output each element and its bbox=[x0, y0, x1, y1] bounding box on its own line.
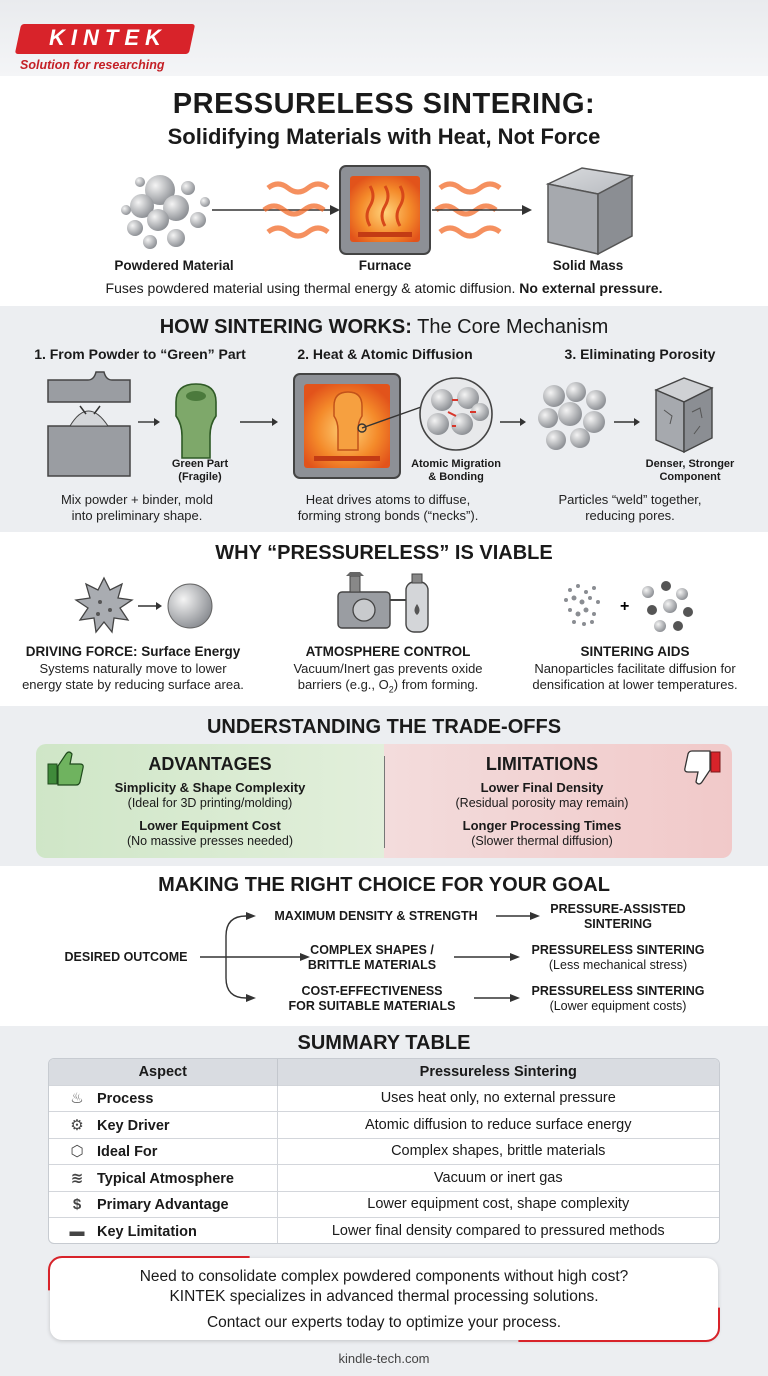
stage-3-label bbox=[634, 458, 746, 484]
tradeoffs-section-title: UNDERSTANDING THE TRADE-OFFS bbox=[206, 716, 562, 738]
result-3 bbox=[518, 984, 718, 1013]
footer-url[interactable]: kindle-tech.com bbox=[338, 1351, 430, 1366]
result-3-sub: (Lower equipment costs) bbox=[549, 999, 687, 1013]
cta-line-3: Contact our experts today to optimize your process. bbox=[206, 1314, 562, 1331]
table-row bbox=[49, 1085, 719, 1112]
advantage-2-title: Lower Equipment Cost bbox=[139, 818, 281, 833]
thumbs-up-icon bbox=[44, 748, 84, 788]
row-aspect: Key Driver bbox=[97, 1117, 170, 1134]
table-row bbox=[49, 1218, 719, 1245]
bandage-icon: ▬ bbox=[69, 1222, 85, 1240]
goal-3 bbox=[272, 984, 472, 1014]
row-value: Complex shapes, brittle materials bbox=[277, 1138, 719, 1165]
goal-3-line2: FOR SUITABLE MATERIALS bbox=[288, 999, 456, 1013]
stage-1-label bbox=[150, 458, 250, 484]
limitation-2-title: Longer Processing Times bbox=[462, 818, 622, 833]
stage-2-label-line2: & Bonding bbox=[428, 471, 484, 483]
stage-2-title: 2. Heat & Atomic Diffusion bbox=[297, 346, 473, 362]
why-item-3-line1: Nanoparticles facilitate diffusion for bbox=[534, 661, 736, 676]
atomic-diffusion-icon bbox=[420, 378, 492, 450]
row-value: Lower final density compared to pressured methods bbox=[277, 1218, 719, 1245]
header-pressureless: Pressureless Sintering bbox=[277, 1059, 719, 1085]
stage-1-caption-line2: into preliminary shape. bbox=[71, 508, 203, 523]
row-value: Lower equipment cost, shape complexity bbox=[277, 1191, 719, 1218]
result-2-line1: PRESSURELESS SINTERING bbox=[531, 943, 705, 957]
hero-label-powder: Powdered Material bbox=[114, 258, 234, 273]
green-part-icon bbox=[176, 384, 216, 458]
row-aspect: Primary Advantage bbox=[97, 1196, 229, 1213]
result-2 bbox=[518, 943, 718, 972]
sphere-icon bbox=[168, 584, 212, 628]
limitations-heading: LIMITATIONS bbox=[485, 754, 599, 774]
stage-1-caption bbox=[22, 492, 252, 524]
dense-component-icon bbox=[656, 378, 712, 452]
result-1-line1: PRESSURE-ASSISTED bbox=[550, 902, 686, 916]
cube-icon: ⬡ bbox=[70, 1143, 84, 1161]
spiky-particle-icon bbox=[76, 578, 132, 632]
stage-3-caption-line1: Particles “weld” together, bbox=[558, 492, 702, 507]
why-item-3-line2: densification at lower temperatures. bbox=[532, 677, 738, 692]
solid-cube-icon bbox=[548, 168, 632, 254]
why-item-2-subscript: 2 bbox=[388, 684, 394, 695]
particles-icon bbox=[538, 382, 606, 450]
table-header-row bbox=[49, 1059, 719, 1085]
row-aspect: Ideal For bbox=[97, 1144, 158, 1161]
stage-3-caption-line2: reducing pores. bbox=[585, 508, 675, 523]
summary-section-title: SUMMARY TABLE bbox=[297, 1032, 471, 1054]
hero-illustration bbox=[0, 158, 768, 258]
advantage-2-sub: (No massive presses needed) bbox=[126, 834, 294, 848]
goal-2-line2: BRITTLE MATERIALS bbox=[307, 958, 437, 972]
thumbs-down-icon bbox=[684, 748, 724, 788]
how-section-title bbox=[0, 316, 768, 339]
cta-line-2: KINTEK specializes in advanced thermal processing solutions. bbox=[169, 1288, 599, 1305]
advantages-heading: ADVANTAGES bbox=[148, 754, 272, 774]
limitation-1-title: Lower Final Density bbox=[480, 780, 604, 795]
result-1 bbox=[528, 902, 708, 932]
cta-line-1: Need to consolidate complex powdered components without high cost? bbox=[139, 1268, 629, 1285]
stage-1-label-line1: Green Part bbox=[171, 458, 229, 470]
why-illustration bbox=[0, 570, 768, 638]
advantage-1-title: Simplicity & Shape Complexity bbox=[114, 780, 306, 795]
table-row bbox=[49, 1138, 719, 1165]
wind-icon: ≋ bbox=[70, 1169, 84, 1187]
why-item-atmosphere bbox=[268, 644, 508, 698]
stage-3-label-line1: Denser, Stronger bbox=[645, 458, 735, 470]
decision-root: DESIRED OUTCOME bbox=[64, 950, 188, 964]
nanoparticle-icon bbox=[564, 584, 600, 626]
why-item-2-line2b: ) from forming. bbox=[393, 677, 479, 692]
hero-caption-emphasis: No external pressure. bbox=[519, 280, 663, 296]
hero-label-furnace: Furnace bbox=[358, 258, 412, 273]
stage-3-label-line2: Component bbox=[659, 471, 721, 483]
why-item-2-line2 bbox=[268, 677, 508, 698]
stage-1-title: 1. From Powder to “Green” Part bbox=[34, 346, 246, 362]
why-item-1-line1: Systems naturally move to lower bbox=[39, 661, 227, 676]
row-aspect: Process bbox=[97, 1091, 154, 1108]
why-item-1-head: DRIVING FORCE: Surface Energy bbox=[25, 644, 241, 659]
stage-2-caption bbox=[268, 492, 508, 524]
mold-icon bbox=[48, 372, 130, 476]
why-section-title: WHY “PRESSURELESS” IS VIABLE bbox=[215, 542, 553, 564]
row-aspect: Typical Atmosphere bbox=[97, 1170, 234, 1187]
divider bbox=[384, 756, 385, 848]
hero-label-solid: Solid Mass bbox=[552, 258, 624, 273]
result-2-sub: (Less mechanical stress) bbox=[548, 958, 688, 972]
goal-2 bbox=[290, 943, 454, 973]
particle-mix-icon bbox=[642, 581, 693, 632]
result-1-line2: SINTERING bbox=[583, 917, 653, 931]
why-item-2-line2a: barriers (e.g., O bbox=[297, 677, 389, 692]
choice-section-title: MAKING THE RIGHT CHOICE FOR YOUR GOAL bbox=[158, 874, 610, 896]
table-row bbox=[49, 1191, 719, 1218]
limitation-1-sub: (Residual porosity may remain) bbox=[455, 796, 629, 810]
hero-caption-text: Fuses powdered material using thermal energy & atomic diffusion. bbox=[105, 280, 516, 296]
row-aspect: Key Limitation bbox=[97, 1223, 197, 1240]
powder-icon bbox=[121, 175, 210, 249]
why-item-driving-force bbox=[8, 644, 258, 693]
table-row bbox=[49, 1165, 719, 1192]
goal-2-line1: COMPLEX SHAPES / bbox=[310, 943, 434, 957]
stage-2-label bbox=[400, 458, 512, 484]
header-aspect: Aspect bbox=[49, 1059, 277, 1085]
hero-caption bbox=[0, 280, 768, 296]
stage-1-label-line2: (Fragile) bbox=[178, 471, 222, 483]
furnace-icon bbox=[340, 166, 430, 254]
stage-3-title: 3. Eliminating Porosity bbox=[564, 346, 716, 362]
goal-3-line1: COST-EFFECTIVENESS bbox=[301, 984, 443, 998]
why-item-3-head: SINTERING AIDS bbox=[580, 644, 690, 659]
page-title: PRESSURELESS SINTERING: bbox=[172, 88, 596, 120]
advantage-1-sub: (Ideal for 3D printing/molding) bbox=[127, 796, 293, 810]
row-value: Uses heat only, no external pressure bbox=[277, 1085, 719, 1112]
vacuum-pump-icon bbox=[338, 572, 428, 632]
dollar-icon: $ bbox=[72, 1195, 82, 1213]
limitation-2-sub: (Slower thermal diffusion) bbox=[471, 834, 613, 848]
stage-2-caption-line2: forming strong bonds (“necks”). bbox=[297, 508, 479, 523]
stage-3-caption bbox=[520, 492, 740, 524]
goal-1 bbox=[258, 909, 494, 924]
why-item-2-line1: Vacuum/Inert gas prevents oxide bbox=[293, 661, 483, 676]
how-title-bold: HOW SINTERING WORKS: bbox=[159, 316, 412, 338]
page-subtitle: Solidifying Materials with Heat, Not Force bbox=[167, 124, 601, 149]
summary-table bbox=[48, 1058, 720, 1244]
result-3-line1: PRESSURELESS SINTERING bbox=[531, 984, 705, 998]
stage-2-label-line1: Atomic Migration bbox=[411, 458, 501, 470]
why-item-sintering-aids bbox=[510, 644, 760, 693]
why-item-2-head: ATMOSPHERE CONTROL bbox=[305, 644, 471, 659]
plus-icon: + bbox=[620, 598, 630, 615]
row-value: Vacuum or inert gas bbox=[277, 1165, 719, 1192]
flame-icon: ♨ bbox=[70, 1090, 84, 1108]
gear-icon: ⚙ bbox=[70, 1116, 84, 1134]
tagline: Solution for researching bbox=[20, 58, 165, 72]
furnace-stage-icon bbox=[294, 374, 400, 478]
stage-2-caption-line1: Heat drives atoms to diffuse, bbox=[305, 492, 471, 507]
table-row bbox=[49, 1112, 719, 1139]
why-item-1-line2: energy state by reducing surface area. bbox=[22, 677, 244, 692]
row-value: Atomic diffusion to reduce surface energy bbox=[277, 1112, 719, 1139]
how-title-rest: The Core Mechanism bbox=[411, 316, 609, 338]
goal-1-line1: MAXIMUM DENSITY & STRENGTH bbox=[274, 909, 478, 923]
logo: KINTEK bbox=[49, 25, 167, 50]
stage-1-caption-line1: Mix powder + binder, mold bbox=[60, 492, 214, 507]
